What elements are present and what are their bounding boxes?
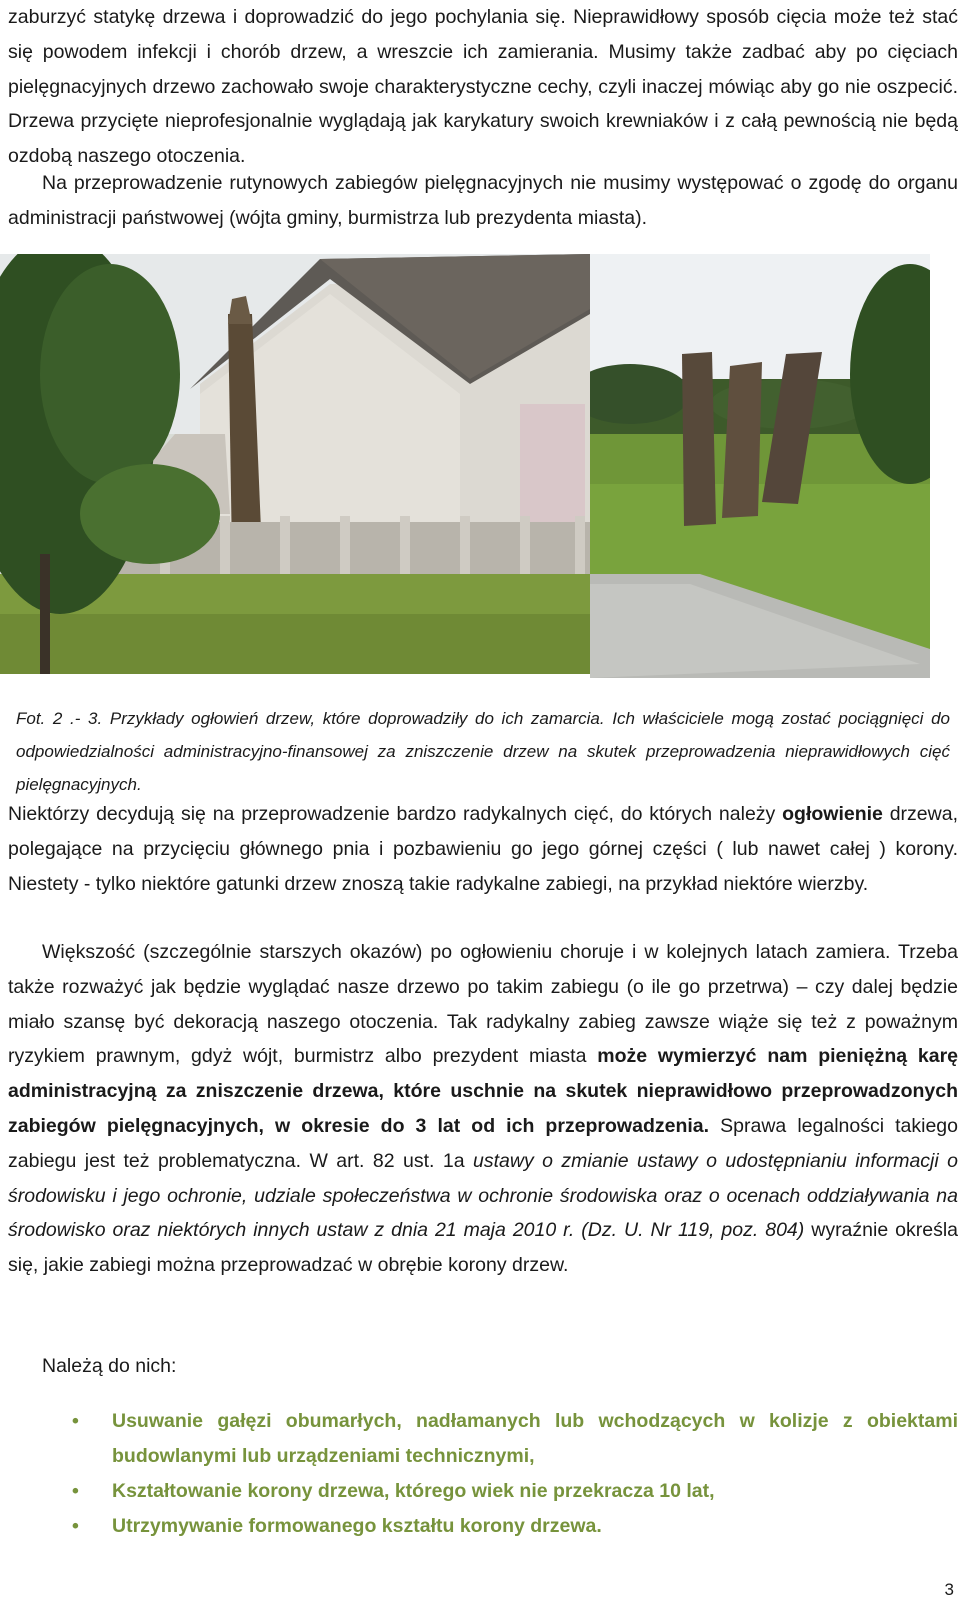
paragraph-3-bold-term: ogłowienie	[782, 803, 883, 825]
paragraph-3-text-b: drzewa, polegające na przycięciu głównego pnia i pozbawieniu go jego górnej części ( lub nawet całej ) korony. Niestety - tylko niektóre gatunki drzew znoszą takie radykalne zabiegi, na przykład niektóre wierzby.	[8, 803, 958, 895]
list-item	[72, 1474, 958, 1509]
bullet-marker: •	[72, 1480, 79, 1502]
paragraph-3-text-a: Niektórzy decydują się na przeprowadzenie bardzo radykalnych cięć, do których należy	[8, 803, 783, 825]
paragraph-3	[8, 797, 958, 901]
bullet-marker: •	[72, 1515, 79, 1537]
paragraph-4	[8, 935, 958, 1283]
list-item	[72, 1404, 958, 1474]
list-item-text: Utrzymywanie formowanego kształtu korony drzewa.	[112, 1515, 602, 1537]
paragraph-5: Należą do nich:	[42, 1355, 177, 1377]
photo-house-tree-graphic	[0, 254, 590, 674]
photo-caption: Fot. 2 .- 3. Przykłady ogłowień drzew, które doprowadziły do ich zamarcia. Ich właściciele mogą zostać pociągnięci do odpowiedzialności administracyjno-finansowej za zniszczenie drzew na skutek przeprowadzenia nieprawidłowych cięć pielęgnacyjnych.	[16, 709, 950, 794]
allowed-procedures-list	[72, 1404, 958, 1544]
paragraph-2: Na przeprowadzenie rutynowych zabiegów pielęgnacyjnych nie musimy występować o zgodę do organu administracji państwowej (wójta gminy, burmistrza lub prezydenta miasta).	[8, 172, 958, 229]
photo-three-trunks-graphic	[590, 254, 930, 678]
photo-house-tree	[0, 254, 590, 674]
paragraph-1: zaburzyć statykę drzewa i doprowadzić do jego pochylania się. Nieprawidłowy sposób cięcia może też stać się powodem infekcji i chorób drzew, a wreszcie ich zamierania. Musimy także zadbać aby po cięciach pielęgnacyjnych drzewo zachowało swoje charakterystyczne cechy, czyli inaczej mówiąc aby go nie oszpecić. Drzewa przycięte nieprofesjonalnie wyglądają jak karykatury swoich krewniaków i z całą pewnością nie będą ozdobą naszego otoczenia.	[8, 6, 958, 168]
paragraph-4-bold-warning: może wymierzyć nam pieniężną karę administracyjną za zniszczenie drzewa, które uschnie na skutek nieprawidłowo przeprowadzonych zabiegów pielęgnacyjnych, w okresie do 3 lat od ich przeprowadzenia.	[8, 1045, 958, 1137]
list-item	[72, 1509, 958, 1544]
photo-three-trunks	[590, 254, 930, 678]
list-item-text: Kształtowanie korony drzewa, którego wiek nie przekracza 10 lat,	[112, 1480, 715, 1502]
paragraph-4-text-c: wyraźnie określa się, jakie zabiegi można przeprowadzać w obrębie korony drzew.	[8, 1219, 958, 1277]
paragraph-4-law-citation: ustawy o zmianie ustawy o udostępnianiu informacji o środowisku i jego ochronie, udziale społeczeństwa w ochronie środowiska oraz o ocenach oddziaływania na środowisko oraz niektórych innych ustaw z dnia 21 maja 2010 r. (Dz. U. Nr 119, poz. 804)	[8, 1149, 958, 1242]
paragraph-4-text-a: Większość (szczególnie starszych okazów) po ogłowieniu choruje i w kolejnych latach zamiera. Trzeba także rozważyć jak będzie wyglądać nasze drzewo po takim zabiegu (o ile go przetrwa) – czy dalej będzie miało szansę być dekoracją naszego otoczenia. Tak radykalny zabieg zawsze wiąże się też z poważnym ryzykiem prawnym, gdyż wójt, burmistrz albo prezydent miasta	[8, 941, 958, 1068]
paragraph-4-text-b: Sprawa legalności takiego zabiegu jest też problematyczna. W art. 82 ust. 1a	[8, 1114, 958, 1172]
list-item-text: Usuwanie gałęzi obumarłych, nadłamanych lub wchodzących w kolizje z obiektami budowlanymi lub urządzeniami technicznymi,	[112, 1410, 958, 1467]
bullet-marker: •	[72, 1410, 79, 1432]
page-number: 3	[944, 1580, 954, 1599]
